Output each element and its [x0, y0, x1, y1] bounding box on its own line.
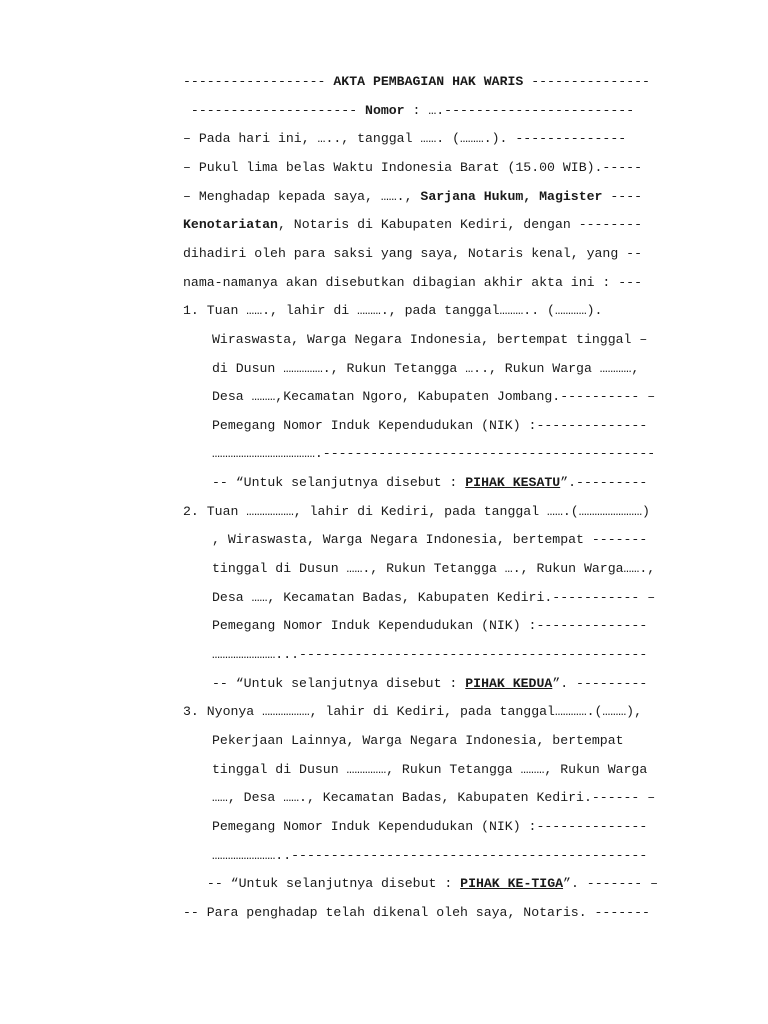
document-line: [212, 443, 728, 465]
document-line: [183, 71, 728, 93]
line-text: -- Para penghadap telah dikenal oleh saya, Notaris. -------: [183, 904, 650, 920]
document-line: [212, 845, 728, 867]
document-line: [183, 186, 728, 208]
line-text: -- “Untuk selanjutnya disebut :: [199, 876, 461, 892]
document-line: [183, 128, 728, 150]
line-text: Desa ……, Kecamatan Badas, Kabupaten Kediri.----------- –: [212, 589, 656, 605]
line-text: dihadiri oleh para saksi yang saya, Notaris kenal, yang --: [183, 245, 642, 261]
document-line: [212, 529, 728, 551]
document-line: [212, 358, 728, 380]
document-line: [183, 272, 728, 294]
line-text: -- “Untuk selanjutnya disebut :: [212, 675, 466, 691]
document-line: [212, 787, 728, 809]
document-line: [212, 587, 728, 609]
line-text: – Pada hari ini, ….., tanggal ……. (……….). --------------: [183, 131, 627, 147]
document-line: [183, 701, 728, 723]
line-text: , Wiraswasta, Warga Negara Indonesia, bertempat -------: [212, 532, 648, 548]
emphasized-text: AKTA PEMBAGIAN HAK WARIS: [333, 74, 524, 89]
line-text: Pemegang Nomor Induk Kependudukan (NIK) :--------------: [212, 818, 648, 834]
document-line: [183, 157, 728, 179]
emphasized-text: PIHAK KESATU: [465, 475, 561, 491]
line-text: ---------------------: [183, 102, 366, 118]
line-text: : ….------------------------: [404, 102, 635, 118]
document-line: [212, 730, 728, 752]
document-line: [212, 472, 728, 494]
document-line: [183, 902, 728, 924]
line-text: -- “Untuk selanjutnya disebut :: [212, 475, 466, 491]
document-line: [212, 673, 728, 695]
line-text: 2. Tuan ………………, lahir di Kediri, pada tanggal …….(……………………): [183, 503, 650, 519]
document-line: [212, 329, 728, 351]
line-text: ……………………..---------------------------------------------: [212, 847, 648, 863]
document-line: [183, 243, 728, 265]
line-text: ……………………...--------------------------------------------: [212, 647, 648, 662]
line-text: ……, Desa ……., Kecamatan Badas, Kabupaten Kediri.------ –: [212, 790, 656, 806]
line-text: tinggal di Dusun ……………, Rukun Tetangga ………, Rukun Warga: [212, 761, 648, 777]
document-line: [212, 644, 728, 666]
emphasized-text: PIHAK KEDUA: [465, 675, 553, 691]
document-line: [212, 615, 728, 637]
line-text: ---------------: [523, 74, 650, 89]
document-line: [199, 873, 728, 895]
document-line: [212, 415, 728, 437]
document-line: [212, 816, 728, 838]
document-line: [212, 759, 728, 781]
line-text: , Notaris di Kabupaten Kediri, dengan --------: [277, 217, 643, 233]
document-line: [183, 214, 728, 236]
line-text: Pekerjaan Lainnya, Warga Negara Indonesia, bertempat: [212, 732, 624, 748]
emphasized-text: Kenotariatan: [183, 217, 278, 233]
line-text: tinggal di Dusun ……., Rukun Tetangga …., Rukun Warga…….,: [212, 561, 656, 577]
line-text: 1. Tuan ……., lahir di ………., pada tanggal……….. (…………).: [183, 303, 603, 319]
line-text: nama-namanya akan disebutkan dibagian akhir akta ini : ---: [183, 274, 642, 290]
line-text: Desa ………,Kecamatan Ngoro, Kabupaten Jombang.---------- –: [212, 389, 656, 405]
line-text: ………………………………….------------------------------------------: [212, 446, 656, 462]
line-text: ”. ---------: [552, 675, 648, 691]
emphasized-text: PIHAK KE-TIGA: [460, 876, 564, 892]
line-text: ----: [602, 188, 643, 204]
document-line: [212, 386, 728, 408]
line-text: Wiraswasta, Warga Negara Indonesia, bertempat tinggal –: [212, 331, 648, 347]
line-text: – Pukul lima belas Waktu Indonesia Barat (15.00 WIB).-----: [183, 159, 642, 175]
line-text: 3. Nyonya ………………, lahir di Kediri, pada tanggal………….(………),: [183, 704, 642, 720]
emphasized-text: Nomor: [365, 102, 405, 118]
line-text: Pemegang Nomor Induk Kependudukan (NIK) :--------------: [212, 618, 648, 634]
line-text: ”. ------- –: [563, 876, 659, 892]
line-text: ”.---------: [560, 475, 648, 491]
document-line: [183, 501, 728, 523]
line-text: Pemegang Nomor Induk Kependudukan (NIK) :--------------: [212, 417, 648, 433]
line-text: di Dusun ……………., Rukun Tetangga ….., Rukun Warga …………,: [212, 360, 640, 376]
document-line: [212, 558, 728, 580]
line-text: ------------------: [183, 74, 334, 89]
document-line: [183, 300, 728, 322]
line-text: – Menghadap kepada saya, …….,: [183, 188, 421, 204]
document-line: [183, 100, 728, 122]
emphasized-text: Sarjana Hukum, Magister: [420, 188, 603, 204]
